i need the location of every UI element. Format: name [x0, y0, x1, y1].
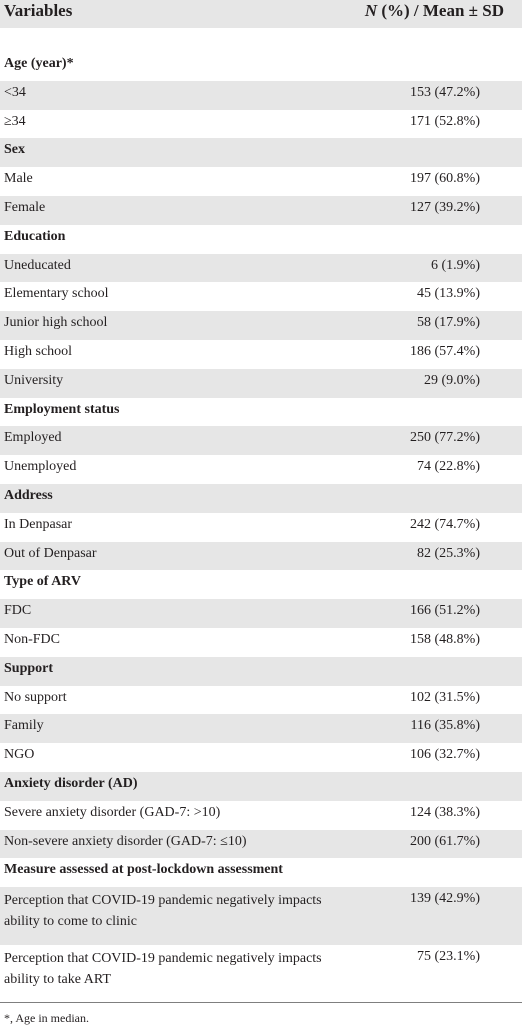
row-label: Out of Denpasar [4, 545, 97, 561]
row-value: 74 (22.8%) [417, 459, 480, 475]
row-label: In Denpasar [4, 516, 73, 532]
row-label: Employed [4, 430, 62, 446]
table-row [0, 282, 522, 311]
table-row [0, 945, 522, 1003]
row-label: High school [4, 343, 73, 359]
table-row [0, 887, 522, 945]
table-row [0, 455, 522, 484]
table-row [0, 801, 522, 830]
row-value: 166 (51.2%) [410, 603, 480, 619]
table-section-row [0, 858, 522, 887]
row-label: Elementary school [4, 286, 109, 302]
table-row [0, 340, 522, 369]
table-section-row [0, 52, 522, 81]
row-value: 75 (23.1%) [417, 948, 480, 964]
row-value: 153 (47.2%) [410, 84, 480, 100]
row-value: 102 (31.5%) [410, 689, 480, 705]
table-section-row [0, 657, 522, 686]
section-label: Type of ARV [4, 574, 82, 590]
row-value: 200 (61.7%) [410, 833, 480, 849]
table-row [0, 628, 522, 657]
row-value: 6 (1.9%) [431, 257, 480, 273]
table-row [0, 196, 522, 225]
table-row [0, 254, 522, 283]
section-label: Age (year)* [4, 56, 74, 71]
row-value: 127 (39.2%) [410, 199, 480, 215]
table-row [0, 311, 522, 340]
row-label: <34 [4, 84, 26, 100]
row-value: 139 (42.9%) [410, 891, 480, 907]
section-label: Anxiety disorder (AD) [4, 775, 138, 791]
row-label: Perception that COVID-19 pandemic negatively impacts ability to come to clinic [4, 893, 322, 930]
table-section-row [0, 484, 522, 513]
table-section-row [0, 570, 522, 599]
header-stat [365, 1, 504, 21]
row-label: Male [4, 171, 33, 187]
table-section-row [0, 398, 522, 427]
row-value: 82 (25.3%) [417, 545, 480, 561]
row-label: Uneducated [4, 257, 71, 273]
row-label: Unemployed [4, 459, 77, 475]
row-label: University [4, 372, 64, 388]
row-value: 197 (60.8%) [410, 171, 480, 187]
table-bottom-rule [0, 1002, 522, 1003]
table-section-row [0, 225, 522, 254]
table-row [0, 110, 522, 139]
table-footnote: *, Age in median. [4, 1011, 89, 1025]
table-row [0, 426, 522, 455]
header-variables: Variables [4, 1, 73, 20]
table-row [0, 513, 522, 542]
table-row [0, 369, 522, 398]
row-value: 171 (52.8%) [410, 113, 480, 129]
section-label: Address [4, 487, 53, 503]
row-label: No support [4, 689, 67, 705]
row-label: Non-FDC [4, 631, 61, 647]
row-value: 45 (13.9%) [417, 286, 480, 302]
row-value: 186 (57.4%) [410, 343, 480, 359]
table-row [0, 830, 522, 859]
row-label: Junior high school [4, 315, 108, 331]
table-header [0, 0, 522, 28]
row-value: 58 (17.9%) [417, 315, 480, 331]
table-row [0, 599, 522, 628]
table-row [0, 167, 522, 196]
table-row [0, 81, 522, 110]
table-section-row [0, 772, 522, 801]
row-value: 250 (77.2%) [410, 430, 480, 446]
row-label: NGO [4, 747, 35, 763]
row-value: 158 (48.8%) [410, 631, 480, 647]
row-value: 106 (32.7%) [410, 747, 480, 763]
row-label: Non-severe anxiety disorder (GAD-7: ≤10) [4, 833, 247, 849]
section-label: Employment status [4, 401, 120, 417]
header-stat-rest: (%) / Mean ± SD [377, 1, 504, 20]
row-label: ≥34 [4, 113, 26, 129]
row-label: Perception that COVID-19 pandemic negatively impacts ability to take ART [4, 950, 322, 987]
row-label: Severe anxiety disorder (GAD-7: >10) [4, 804, 221, 820]
section-label: Sex [4, 142, 25, 158]
header-stat-n: N [364, 1, 378, 20]
row-value: 124 (38.3%) [410, 804, 480, 820]
row-value: 242 (74.7%) [410, 516, 480, 532]
table-section-row [0, 138, 522, 167]
row-value: 116 (35.8%) [410, 718, 480, 734]
section-label: Education [4, 228, 66, 244]
table-row [0, 743, 522, 772]
table-row [0, 714, 522, 743]
section-label: Support [4, 660, 54, 676]
row-label: FDC [4, 603, 32, 619]
row-label: Female [4, 199, 46, 215]
row-value: 29 (9.0%) [424, 372, 480, 388]
row-label: Family [4, 718, 44, 734]
section-label: Measure assessed at post-lockdown assessment [4, 862, 283, 878]
table-body [0, 52, 522, 1002]
table-row [0, 686, 522, 715]
table-row [0, 542, 522, 571]
